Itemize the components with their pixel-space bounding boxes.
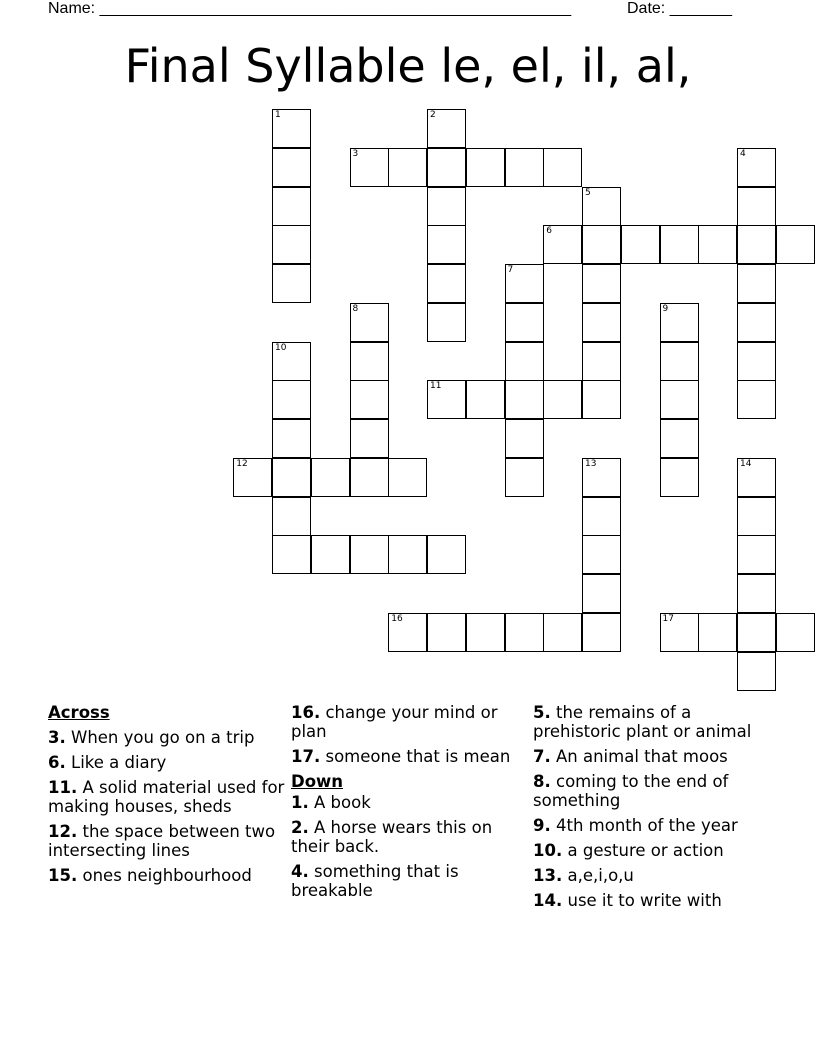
- crossword-cell[interactable]: [427, 380, 466, 419]
- crossword-cell[interactable]: [233, 458, 272, 497]
- crossword-cell[interactable]: [466, 148, 505, 187]
- crossword-cell[interactable]: [272, 342, 311, 381]
- crossword-cell[interactable]: [505, 419, 544, 458]
- crossword-cell[interactable]: [698, 225, 737, 264]
- crossword-cell[interactable]: [272, 380, 311, 419]
- crossword-cell[interactable]: [582, 264, 621, 303]
- crossword-cell[interactable]: [737, 613, 776, 652]
- crossword-cell[interactable]: [737, 342, 776, 381]
- crossword-cell[interactable]: [582, 458, 621, 497]
- crossword-cell[interactable]: [737, 458, 776, 497]
- crossword-cell[interactable]: [660, 458, 699, 497]
- clue-number: 2: [430, 110, 436, 120]
- crossword-cell[interactable]: [737, 652, 776, 691]
- crossword-cell[interactable]: [388, 535, 427, 574]
- clue-number: 11: [430, 381, 442, 392]
- crossword-cell[interactable]: [582, 303, 621, 342]
- clue-number: 16: [391, 613, 403, 624]
- crossword-cell[interactable]: [737, 535, 776, 574]
- across-heading: Across: [48, 703, 110, 722]
- clue-number: 14: [740, 458, 752, 469]
- crossword-cell[interactable]: [737, 303, 776, 342]
- crossword-cell[interactable]: [505, 613, 544, 652]
- crossword-cell[interactable]: [505, 148, 544, 187]
- date-field: Date: _______: [627, 0, 732, 17]
- clue-down: 1. A book: [291, 793, 371, 812]
- clue-down: 9. 4th month of the year: [533, 816, 738, 835]
- crossword-cell[interactable]: [272, 187, 311, 226]
- clue-number: 4: [740, 148, 746, 159]
- clue-number: 6: [546, 226, 552, 237]
- clue-number: 1: [275, 110, 281, 120]
- crossword-cell[interactable]: [505, 303, 544, 342]
- crossword-cell[interactable]: [311, 535, 350, 574]
- crossword-cell[interactable]: [427, 225, 466, 264]
- clue-number: 9: [662, 303, 669, 314]
- crossword-cell[interactable]: [272, 535, 311, 574]
- clue-number: 8: [352, 303, 359, 314]
- crossword-cell[interactable]: [272, 419, 311, 458]
- clue-down: 7. An animal that moos: [533, 747, 728, 766]
- clue-column-3: [533, 703, 773, 916]
- clue-number: 17: [662, 613, 674, 624]
- crossword-cell[interactable]: [737, 264, 776, 303]
- crossword-cell[interactable]: [698, 613, 737, 652]
- clue-across: 3. When you go on a trip: [48, 728, 255, 747]
- crossword-cell[interactable]: [660, 613, 699, 652]
- clue-across: 15. ones neighbourhood: [48, 866, 252, 885]
- crossword-cell[interactable]: [427, 109, 466, 148]
- clue-across: 12. the space between two intersecting lines: [48, 822, 276, 860]
- clue-down: 13. a,e,i,o,u: [533, 866, 634, 885]
- crossword-cell[interactable]: [776, 613, 815, 652]
- clue-number: 10: [275, 342, 287, 353]
- crossword-cell[interactable]: [737, 187, 776, 226]
- crossword-cell[interactable]: [582, 535, 621, 574]
- clue-across: 6. Like a diary: [48, 753, 167, 772]
- crossword-cell[interactable]: [582, 187, 621, 226]
- crossword-cell[interactable]: [621, 225, 660, 264]
- crossword-cell[interactable]: [660, 225, 699, 264]
- crossword-cell[interactable]: [350, 535, 389, 574]
- crossword-cell[interactable]: [582, 225, 621, 264]
- crossword-cell[interactable]: [543, 148, 582, 187]
- crossword-cell[interactable]: [388, 613, 427, 652]
- crossword-cell[interactable]: [543, 225, 582, 264]
- clue-down: 2. A horse wears this on their back.: [291, 818, 493, 856]
- crossword-cell[interactable]: [505, 342, 544, 381]
- crossword-cell[interactable]: [427, 613, 466, 652]
- crossword-cell[interactable]: [505, 458, 544, 497]
- crossword-cell[interactable]: [582, 380, 621, 419]
- clue-across: 17. someone that is mean: [291, 747, 511, 766]
- crossword-cell[interactable]: [776, 225, 815, 264]
- page-title: Final Syllable le, el, il, al,: [124, 39, 692, 93]
- clue-down: 8. coming to the end of something: [533, 772, 729, 810]
- crossword-cell[interactable]: [388, 148, 427, 187]
- crossword-cell[interactable]: [505, 380, 544, 419]
- crossword-cell[interactable]: [737, 225, 776, 264]
- crossword-cell[interactable]: [737, 497, 776, 536]
- crossword-cell[interactable]: [272, 225, 311, 264]
- crossword-cell[interactable]: [543, 380, 582, 419]
- crossword-cell[interactable]: [272, 109, 311, 148]
- clue-down: 10. a gesture or action: [533, 841, 724, 860]
- crossword-cell[interactable]: [466, 380, 505, 419]
- crossword-cell[interactable]: [737, 574, 776, 613]
- crossword-cell[interactable]: [272, 458, 311, 497]
- crossword-cell[interactable]: [505, 264, 544, 303]
- name-field: Name: _____________________________________________________: [48, 0, 572, 17]
- crossword-cell[interactable]: [272, 264, 311, 303]
- crossword-cell[interactable]: [350, 419, 389, 458]
- clue-column-2: [291, 703, 531, 906]
- clue-number: 12: [236, 458, 248, 469]
- crossword-cell[interactable]: [582, 342, 621, 381]
- crossword-cell[interactable]: [272, 497, 311, 536]
- down-heading: Down: [291, 772, 344, 791]
- crossword-cell[interactable]: [427, 148, 466, 187]
- crossword-cell[interactable]: [660, 342, 699, 381]
- crossword-cell[interactable]: [272, 148, 311, 187]
- crossword-cell[interactable]: [350, 303, 389, 342]
- clue-down: 4. something that is breakable: [291, 862, 459, 900]
- crossword-cell[interactable]: [427, 187, 466, 226]
- crossword-cell[interactable]: [427, 303, 466, 342]
- crossword-cell[interactable]: [582, 497, 621, 536]
- clue-number: 13: [585, 458, 597, 469]
- crossword-cell[interactable]: [350, 458, 389, 497]
- crossword-cell[interactable]: [350, 380, 389, 419]
- crossword-cell[interactable]: [543, 613, 582, 652]
- crossword-cell[interactable]: [582, 574, 621, 613]
- clue-number: 7: [507, 265, 514, 275]
- clue-down: 14. use it to write with: [533, 891, 722, 910]
- crossword-cell[interactable]: [582, 613, 621, 652]
- crossword-cell[interactable]: [311, 458, 350, 497]
- crossword-cell[interactable]: [466, 613, 505, 652]
- crossword-cell[interactable]: [737, 380, 776, 419]
- crossword-cell[interactable]: [350, 148, 389, 187]
- clue-number: 5: [585, 187, 591, 198]
- crossword-cell[interactable]: [427, 535, 466, 574]
- crossword-cell[interactable]: [427, 264, 466, 303]
- clue-number: 3: [352, 148, 359, 159]
- clue-across: 16. change your mind or plan: [291, 703, 498, 741]
- crossword-cell[interactable]: [660, 303, 699, 342]
- crossword-cell[interactable]: [388, 458, 427, 497]
- crossword-cell[interactable]: [660, 419, 699, 458]
- clue-down: 5. the remains of a prehistoric plant or animal: [533, 703, 752, 741]
- crossword-cell[interactable]: [737, 148, 776, 187]
- clue-across: 11. A solid material used for making houses, sheds: [48, 778, 285, 816]
- crossword-cell[interactable]: [660, 380, 699, 419]
- crossword-cell[interactable]: [350, 342, 389, 381]
- clue-column-1: [48, 703, 288, 891]
